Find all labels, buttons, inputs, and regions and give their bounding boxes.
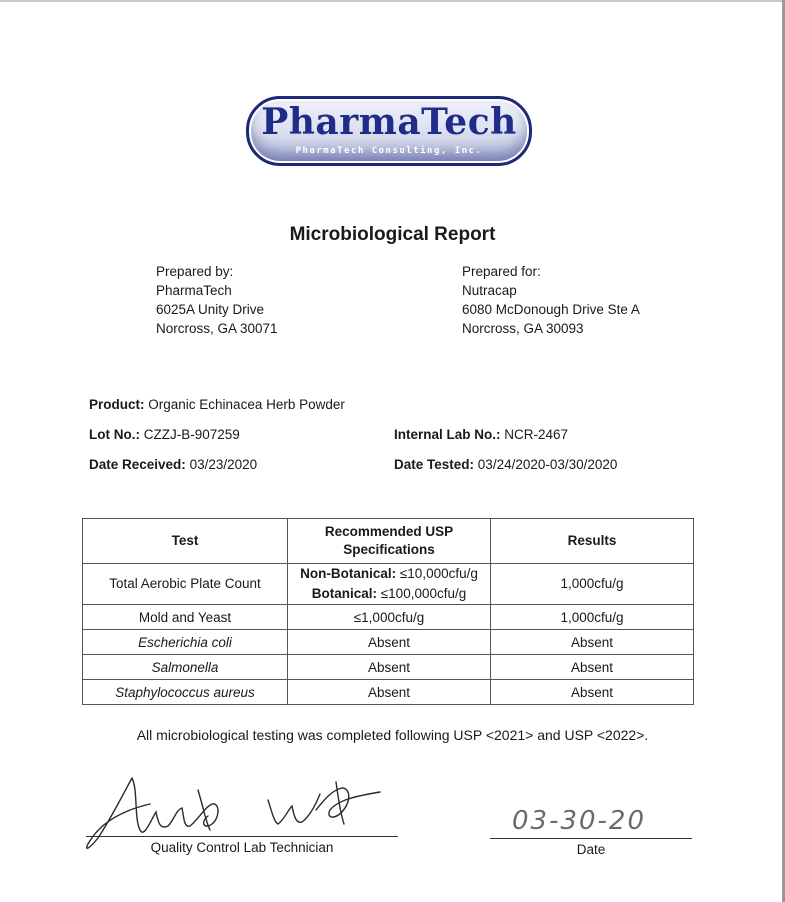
result-cell: Absent	[491, 630, 694, 655]
lot-value: CZZJ-B-907259	[143, 427, 240, 442]
spec-cell: Absent	[288, 655, 491, 680]
prepared-for-heading: Prepared for:	[462, 264, 541, 279]
table-row	[83, 605, 694, 630]
header-specifications	[288, 519, 491, 564]
testing-note: All microbiological testing was completed following USP <2021> and USP <2022>.	[136, 727, 649, 743]
spec-cell: Absent	[288, 630, 491, 655]
test-name: Total Aerobic Plate Count	[83, 564, 288, 605]
spec-label-botanical: Botanical:	[311, 586, 377, 601]
prepared-for-city: Norcross, GA 30093	[462, 321, 584, 336]
logo-tagline: PharmaTech Consulting, Inc.	[295, 146, 483, 156]
lot-label: Lot No.:	[89, 427, 140, 442]
table-row	[83, 655, 694, 680]
page-top-edge	[0, 0, 785, 2]
test-name: Escherichia coli	[83, 630, 288, 655]
result-cell: 1,000cfu/g	[491, 564, 694, 605]
spec-cell: ≤1,000cfu/g	[288, 605, 491, 630]
date-received-field	[89, 457, 257, 472]
lot-field	[89, 427, 240, 442]
prepared-by-city: Norcross, GA 30071	[156, 321, 278, 336]
results-table	[82, 518, 694, 705]
prepared-by-heading: Prepared by:	[156, 264, 234, 279]
spec-value-botanical: ≤100,000cfu/g	[380, 586, 467, 601]
prepared-by-block	[156, 262, 278, 338]
technician-label: Quality Control Lab Technician	[150, 840, 334, 855]
logo-name: PharmaTech	[261, 101, 517, 143]
test-name: Mold and Yeast	[83, 605, 288, 630]
prepared-by-street: 6025A Unity Drive	[156, 302, 265, 317]
date-received-value: 03/23/2020	[189, 457, 258, 472]
test-name: Salmonella	[83, 655, 288, 680]
test-name: Staphylococcus aureus	[83, 680, 288, 705]
internal-lab-field	[394, 427, 568, 442]
date-label: Date	[576, 842, 606, 857]
header-spec-line2: Specifications	[343, 542, 435, 557]
prepared-for-name: Nutracap	[462, 283, 517, 298]
internal-lab-value: NCR-2467	[504, 427, 569, 442]
header-results: Results	[491, 519, 694, 564]
table-header-row	[83, 519, 694, 564]
result-cell: 1,000cfu/g	[491, 605, 694, 630]
date-tested-label: Date Tested:	[394, 457, 475, 472]
result-cell: Absent	[491, 680, 694, 705]
handwritten-date: 03-30-20	[512, 806, 647, 836]
technician-signature-line	[86, 836, 398, 837]
date-received-label: Date Received:	[89, 457, 186, 472]
result-cell: Absent	[491, 655, 694, 680]
table-row	[83, 680, 694, 705]
date-tested-value: 03/24/2020-03/30/2020	[477, 457, 618, 472]
table-row	[83, 630, 694, 655]
table-row	[83, 564, 694, 605]
internal-lab-label: Internal Lab No.:	[394, 427, 501, 442]
report-title: Microbiological Report	[289, 224, 496, 245]
spec-value-nonbotanical: ≤10,000cfu/g	[399, 566, 478, 581]
product-label: Product:	[89, 397, 145, 412]
product-value: Organic Echinacea Herb Powder	[148, 397, 345, 412]
spec-cell	[288, 564, 491, 605]
pharmatech-logo	[246, 96, 532, 166]
prepared-by-name: PharmaTech	[156, 283, 232, 298]
product-field	[89, 397, 345, 412]
spec-label-nonbotanical: Non-Botanical:	[300, 566, 397, 581]
prepared-for-street: 6080 McDonough Drive Ste A	[462, 302, 640, 317]
spec-cell: Absent	[288, 680, 491, 705]
date-signature-line	[490, 838, 692, 839]
date-tested-field	[394, 457, 617, 472]
header-test: Test	[83, 519, 288, 564]
prepared-for-block	[462, 262, 640, 338]
header-spec-line1: Recommended USP	[324, 524, 454, 539]
